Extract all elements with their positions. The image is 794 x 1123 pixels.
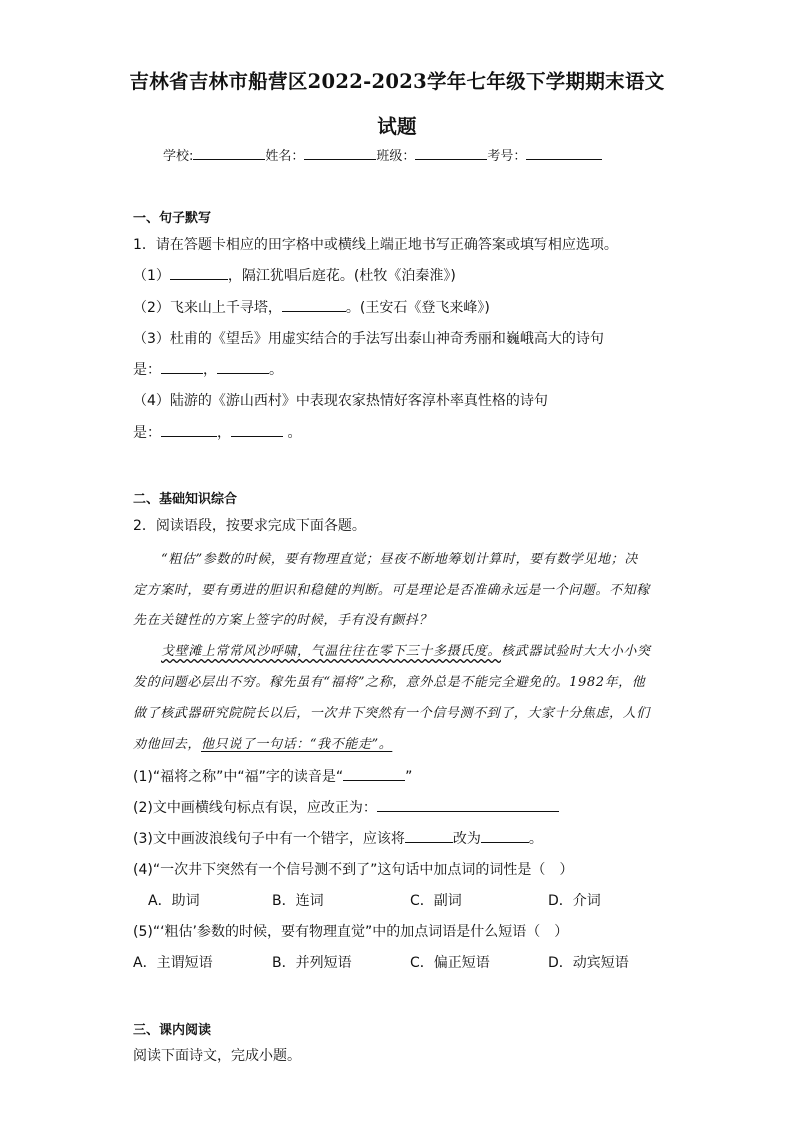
- school-label: 学校:: [163, 149, 194, 164]
- item-suffix: 。: [283, 425, 302, 441]
- option-b[interactable]: B．连词: [272, 893, 324, 909]
- answer-blank[interactable]: [217, 359, 269, 374]
- item-prefix: （1）: [133, 268, 170, 284]
- section-heading: 一、句子默写: [133, 211, 212, 226]
- question-text: (1)“福将之称”中“福”字的读音是“: [133, 769, 344, 785]
- answer-blank[interactable]: [282, 297, 346, 312]
- sub-question-5: (5)“‘粗估’参数的时候，要有物理直觉”中的加点词语是什么短语（ ）: [133, 924, 569, 940]
- option-a[interactable]: A．助词: [148, 893, 200, 909]
- question-text: (2)文中画横线句标点有误，应改正为：: [133, 800, 377, 816]
- question-stem: 1．请在答题卡相应的田字格中或横线上端正地书写正确答案或填写相应选项。: [133, 237, 618, 253]
- name-blank[interactable]: [304, 145, 376, 160]
- item-prefix: 是：: [133, 362, 161, 378]
- student-info-row: [163, 145, 602, 164]
- passage-text: 劝他回去，: [133, 737, 202, 752]
- answer-blank[interactable]: [481, 828, 529, 843]
- fill-item-2: [133, 297, 490, 317]
- fill-item-3: （3）杜甫的《望岳》用虚实结合的手法写出泰山神奇秀丽和巍峨高大的诗句: [133, 331, 604, 347]
- section-heading: 三、课内阅读: [133, 1023, 212, 1038]
- passage-text: 核武器试验时大大小小突: [501, 644, 651, 659]
- fill-item-4-answer: [133, 422, 301, 442]
- option-c[interactable]: C．副词: [410, 893, 462, 909]
- sub-question-4: (4)“一次井下突然有一个信号测不到了”这句话中加点词的词性是（ ）: [133, 862, 574, 878]
- page-title-continued: 试题: [377, 115, 417, 138]
- question-text: (3)文中画波浪线句子中有一个错字，应该将: [133, 831, 405, 847]
- question-text: ”: [405, 769, 413, 785]
- item-suffix: ，隔江犹唱后庭花。(杜牧《泊秦淮》): [227, 268, 456, 284]
- question-stem: 2．阅读语段，按要求完成下面各题。: [133, 518, 366, 534]
- answer-blank[interactable]: [405, 828, 453, 843]
- passage-line: 定方案时，要有勇进的胆识和稳健的判断。可是理论是否准确永远是一个问题。不知稼: [133, 583, 650, 598]
- name-label: 姓名：: [265, 149, 305, 164]
- class-blank[interactable]: [415, 145, 487, 160]
- sub-question-1: [133, 766, 412, 786]
- option-c[interactable]: C．偏正短语: [410, 955, 490, 971]
- class-label: 班级：: [376, 149, 416, 164]
- answer-blank[interactable]: [377, 797, 559, 812]
- item-separator: ，: [217, 425, 231, 441]
- item-suffix: 。: [269, 362, 283, 378]
- page-title: 吉林省吉林市船营区2022-2023学年七年级下学期期末语文: [129, 70, 665, 93]
- sub-question-2: [133, 797, 559, 817]
- exam-no-blank[interactable]: [526, 145, 602, 160]
- answer-blank[interactable]: [231, 422, 283, 437]
- item-prefix: （2）飞来山上千寻塔，: [133, 300, 282, 316]
- answer-blank[interactable]: [161, 422, 217, 437]
- underlined-sentence: 他只说了一句话：“我不能走”。: [201, 737, 393, 752]
- passage-line: 先在关键性的方案上签字的时候，手有没有颤抖？: [133, 613, 433, 628]
- fill-item-3-answer: [133, 359, 283, 379]
- item-prefix: 是：: [133, 425, 161, 441]
- passage-line: 发的问题必层出不穷。稼先虽有“福将”之称，意外总是不能完全避免的。1982年，他: [133, 675, 646, 690]
- option-d[interactable]: D．介词: [548, 893, 601, 909]
- wavy-underlined-sentence: 戈壁滩上常常风沙呼啸，气温往往在零下三十多摄氏度。: [161, 644, 502, 659]
- answer-blank[interactable]: [170, 265, 228, 280]
- passage-line: [161, 640, 651, 659]
- school-blank[interactable]: [193, 145, 265, 160]
- question-stem: 阅读下面诗文，完成小题。: [133, 1048, 301, 1064]
- answer-blank[interactable]: [161, 359, 203, 374]
- fill-item-4: （4）陆游的《游山西村》中表现农家热情好客淳朴率真性格的诗句: [133, 393, 548, 409]
- passage-line: “粗估”参数的时候，要有物理直觉；昼夜不断地筹划计算时，要有数学见地；决: [161, 552, 638, 567]
- passage-line: 做了核武器研究院院长以后，一次井下突然有一个信号测不到了，大家十分焦虑，人们: [133, 706, 650, 721]
- fill-item-1: [133, 265, 456, 285]
- option-a[interactable]: A．主谓短语: [133, 955, 213, 971]
- item-suffix: 。(王安石《登飞来峰》): [345, 300, 490, 316]
- question-text: 。: [528, 831, 543, 847]
- exam-no-label: 考号：: [487, 149, 527, 164]
- section-heading: 二、基础知识综合: [133, 492, 238, 507]
- option-b[interactable]: B．并列短语: [272, 955, 352, 971]
- item-separator: ，: [203, 362, 217, 378]
- sub-question-3: [133, 828, 543, 848]
- question-text: 改为: [452, 831, 481, 847]
- passage-line: [133, 733, 392, 752]
- option-d[interactable]: D．动宾短语: [548, 955, 629, 971]
- answer-blank[interactable]: [343, 766, 405, 781]
